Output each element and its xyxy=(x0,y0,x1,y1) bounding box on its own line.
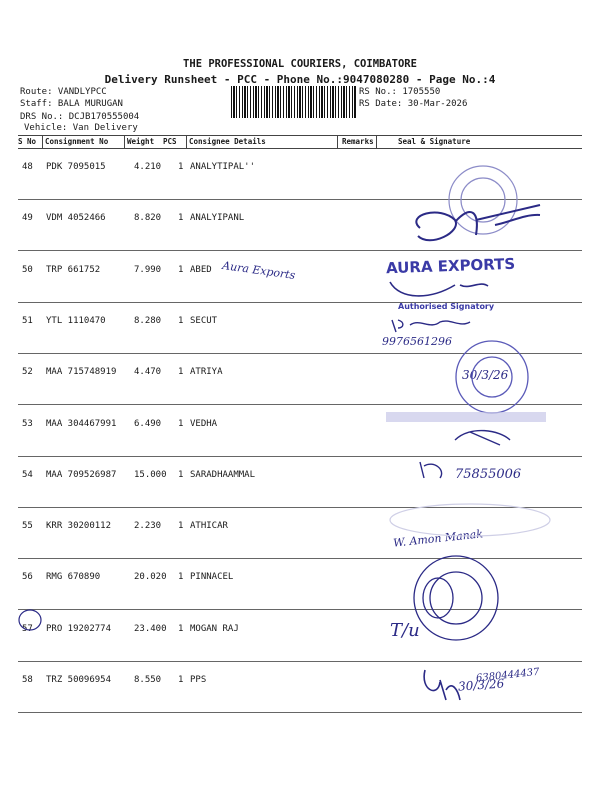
col-consignee: Consignee Details xyxy=(189,137,266,146)
cell-consignment: TRP 661752 xyxy=(46,264,101,275)
row54-phone: 75855006 xyxy=(455,467,522,482)
staff-label: Staff: BALA MURUGAN xyxy=(20,99,123,109)
col-remarks: Remarks xyxy=(342,137,374,146)
cell-consignment: MAA 715748919 xyxy=(46,367,117,378)
cell-consignment: TRZ 50096954 xyxy=(46,675,112,685)
row52-date: 30/3/26 xyxy=(462,368,509,382)
cell-pcs: 1 xyxy=(178,213,184,224)
cell-weight: 8.550 xyxy=(134,675,162,685)
cell-sno: 51 xyxy=(22,315,33,326)
row57-tlu: T/u xyxy=(390,620,420,641)
cell-consignment: PDK 7095015 xyxy=(46,162,106,172)
row58-date: 30/3/26 xyxy=(457,676,505,694)
cell-consignment: MAA 304467991 xyxy=(46,418,117,429)
row55-signature: W. Amon Manak xyxy=(392,527,484,550)
cell-pcs: 1 xyxy=(178,264,184,275)
cell-pcs: 1 xyxy=(178,367,184,378)
cell-weight: 8.280 xyxy=(134,315,162,326)
cell-sno: 54 xyxy=(22,469,33,480)
rs-number: RS No.: 1705550 xyxy=(359,87,441,97)
cell-consignee: PINNACEL xyxy=(190,572,234,583)
cell-weight: 2.230 xyxy=(134,521,162,532)
cell-weight: 20.020 xyxy=(134,572,167,583)
cell-sno: 55 xyxy=(22,521,33,532)
cell-sno: 53 xyxy=(22,418,33,429)
cell-sno: 52 xyxy=(22,367,33,378)
col-weight: Weight xyxy=(127,137,155,146)
cell-sno: 48 xyxy=(22,162,33,172)
cell-pcs: 1 xyxy=(178,418,184,429)
cell-weight: 15.000 xyxy=(134,469,167,480)
cell-weight: 4.470 xyxy=(134,367,162,378)
drs-label: DRS No.: DCJB170555004 xyxy=(20,112,140,122)
rs-date: RS Date: 30-Mar-2026 xyxy=(359,99,468,109)
document-title: THE PROFESSIONAL COURIERS, COIMBATORE xyxy=(183,58,417,70)
cell-consignment: RMG 670890 xyxy=(46,572,101,583)
vehicle-label: Vehicle: Van Delivery xyxy=(24,123,138,133)
cell-consignee: SECUT xyxy=(190,315,218,326)
cell-pcs: 1 xyxy=(178,315,184,326)
signature-50 xyxy=(390,282,488,296)
signature-51 xyxy=(392,320,470,332)
signature-53 xyxy=(455,431,510,445)
cell-pcs: 1 xyxy=(178,521,184,532)
cell-sno: 56 xyxy=(22,572,33,583)
cell-sno: 57 xyxy=(22,623,33,634)
cell-consignee: PPS xyxy=(190,675,207,685)
row51-phone: 9976561296 xyxy=(382,335,452,348)
cell-sno: 58 xyxy=(22,675,33,685)
aura-exports-stamp: AURA EXPORTS xyxy=(385,254,516,278)
cell-consignment: PRO 19202774 xyxy=(46,623,112,634)
cell-consignment: VDM 4052466 xyxy=(46,213,106,224)
cell-weight: 4.210 xyxy=(134,162,162,172)
cell-pcs: 1 xyxy=(178,572,184,583)
row50-handwriting: Aura Exports xyxy=(221,258,297,283)
cell-consignee: ATRIYA xyxy=(190,367,223,378)
cell-consignment: YTL 1110470 xyxy=(46,315,106,326)
row58-phone: 6380444437 xyxy=(475,666,541,685)
cell-consignee: ANALYIPANL xyxy=(190,213,245,224)
circled-sno-57 xyxy=(19,610,41,630)
cell-consignee: MOGAN RAJ xyxy=(190,623,239,634)
col-pcs: PCS xyxy=(163,137,177,146)
signature-49 xyxy=(416,205,540,240)
cell-consignee: ABED xyxy=(190,264,212,275)
faded-seal-55 xyxy=(390,504,550,536)
cell-pcs: 1 xyxy=(178,469,184,480)
cell-consignee: ATHICAR xyxy=(190,521,228,532)
authorised-signatory-stamp: Authorised Signatory xyxy=(398,302,495,311)
round-seal-56 xyxy=(414,556,498,640)
cell-sno: 50 xyxy=(22,264,33,275)
cell-weight: 6.490 xyxy=(134,418,162,429)
round-seal-49 xyxy=(449,166,517,234)
col-seal: Seal & Signature xyxy=(398,137,471,146)
signature-58 xyxy=(424,670,460,700)
cell-weight: 23.400 xyxy=(134,623,167,634)
route-label: Route: VANDLYPCC xyxy=(20,87,107,97)
cell-weight: 7.990 xyxy=(134,264,162,275)
document-subtitle: Delivery Runsheet - PCC - Phone No.:9047080280 - Page No.:4 xyxy=(104,73,496,86)
cell-weight: 8.820 xyxy=(134,213,162,224)
cell-consignment: MAA 709526987 xyxy=(46,469,117,480)
faded-stamp-53 xyxy=(386,412,546,422)
signature-54 xyxy=(420,462,442,478)
cell-consignee: SARADHAAMMAL xyxy=(190,469,256,480)
cell-sno: 49 xyxy=(22,213,33,224)
col-consignment: Consignment No xyxy=(45,137,109,146)
cell-pcs: 1 xyxy=(178,623,184,634)
round-seal-52 xyxy=(456,341,528,413)
cell-consignee: ANALYTIPAL'' xyxy=(190,162,256,172)
cell-pcs: 1 xyxy=(178,675,184,685)
cell-pcs: 1 xyxy=(178,162,184,172)
cell-consignee: VEDHA xyxy=(190,418,218,429)
col-sno: S No xyxy=(18,137,37,146)
cell-consignment: KRR 30200112 xyxy=(46,521,112,532)
